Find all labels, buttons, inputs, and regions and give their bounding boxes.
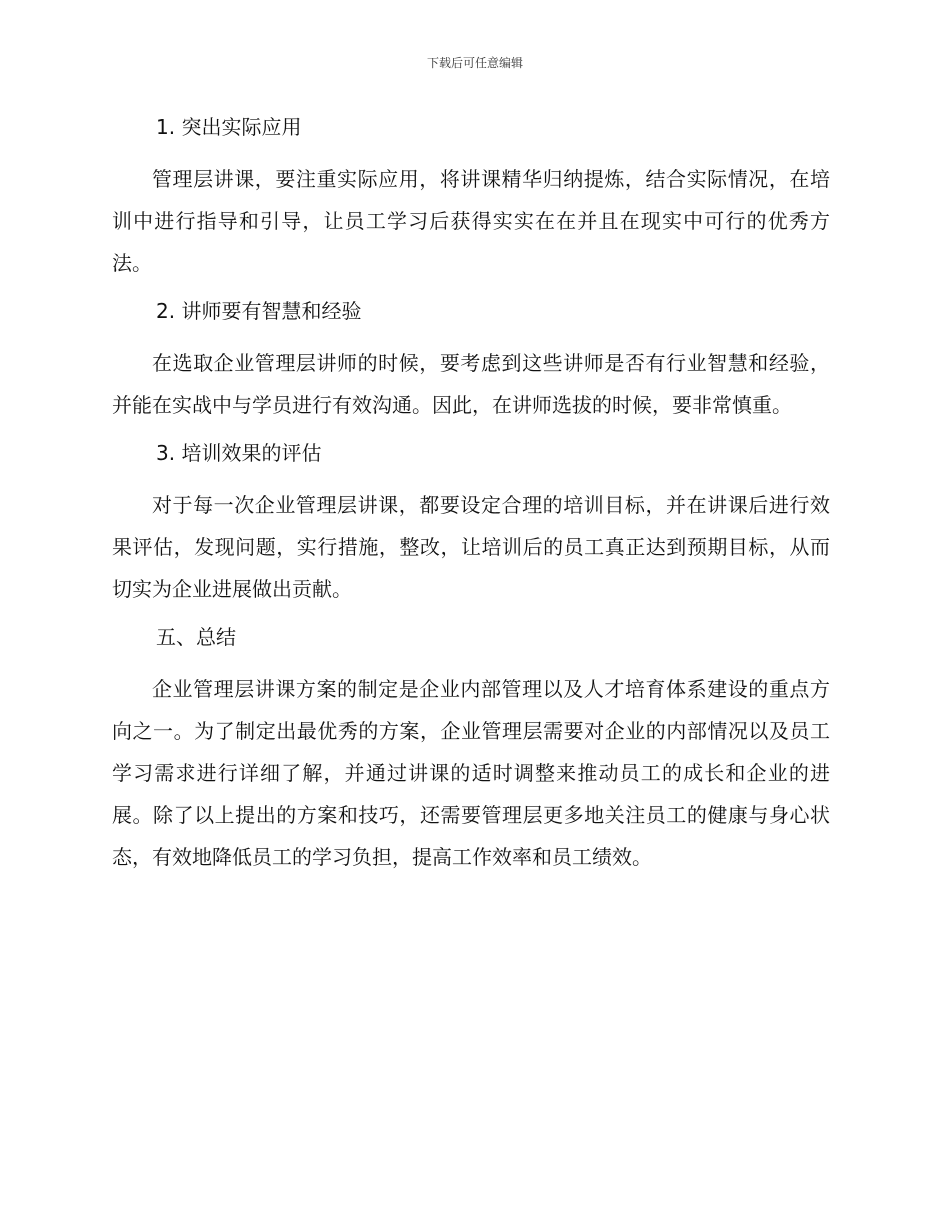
section-paragraph-training-evaluation: 对于每一次企业管理层讲课，都要设定合理的培训目标，并在讲课后进行效果评估，发现问题，实行措施，整改，让培训后的员工真正达到预期目标，从而切实为企业进展做出贡献。 xyxy=(112,493,830,601)
document-body xyxy=(112,108,830,886)
section-heading-practical-application: 1. 突出实际应用 xyxy=(156,115,302,139)
section-heading-summary: 五、总结 xyxy=(156,625,236,649)
section-heading-training-evaluation: 3. 培训效果的评估 xyxy=(156,441,322,465)
section-heading-lecturer-wisdom: 2. 讲师要有智慧和经验 xyxy=(156,299,362,323)
section-paragraph-lecturer-wisdom: 在选取企业管理层讲师的时候，要考虑到这些讲师是否有行业智慧和经验，并能在实战中与学员进行有效沟通。因此，在讲师选拔的时候，要非常慎重。 xyxy=(112,351,830,417)
section-paragraph-summary: 企业管理层讲课方案的制定是企业内部管理以及人才培育体系建设的重点方向之一。为了制定出最优秀的方案，企业管理层需要对企业的内部情况以及员工学习需求进行详细了解，并通过讲课的适时调整来推动员工的成长和企业的进展。除了以上提出的方案和技巧，还需要管理层更多地关注员工的健康与身心状态，有效地降低员工的学习负担，提高工作效率和员工绩效。 xyxy=(112,677,830,869)
section-paragraph-practical-application: 管理层讲课，要注重实际应用，将讲课精华归纳提炼，结合实际情况，在培训中进行指导和引导，让员工学习后获得实实在在并且在现实中可行的优秀方法。 xyxy=(112,167,830,275)
page-header: 下载后可任意编辑 xyxy=(426,56,523,70)
